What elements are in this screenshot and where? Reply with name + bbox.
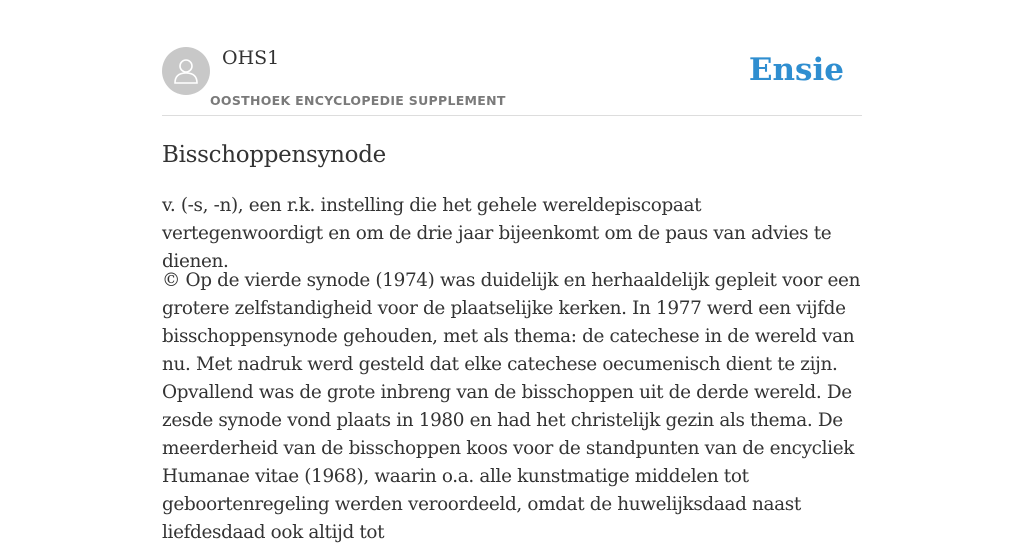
avatar[interactable] — [162, 47, 210, 95]
user-name[interactable]: OHS1 — [222, 47, 280, 69]
article-paragraph: © Op de vierde synode (1974) was duidelijk en herhaaldelijk gepleit voor een grotere zelfstandigheid voor de plaatselijke kerken. In 1977 werd een vijfde bisschoppensynode gehouden, met als thema: de catechese in de wereld van nu. Met nadruk werd gesteld dat elke catechese oecumenisch dient te zijn. Opvallend was de grote inbreng van de bisschoppen uit de derde wereld. De zesde synode vond plaats in 1980 en had het christelijk gezin als thema. De meerderheid van de bisschoppen koos voor de standpunten van de encycliek Humanae vitae (1968), waarin o.a. alle kunstmatige middelen tot geboortenregeling werden veroordeeld, omdat de huwelijksdaad naast liefdesdaad ook altijd tot — [162, 270, 861, 543]
article-paragraph: v. (-s, -n), een r.k. instelling die het gehele wereldepiscopaat vertegenwoordigt en om de drie jaar bijeenkomt om de paus van advies te dienen. — [162, 195, 832, 272]
page — [162, 0, 862, 543]
ensie-logo[interactable]: Ensie — [748, 52, 844, 88]
publication-name[interactable]: OOSTHOEK ENCYCLOPEDIE SUPPLEMENT — [210, 93, 506, 108]
header — [162, 0, 862, 116]
article-title: Bisschoppensynode — [162, 142, 386, 168]
user-icon — [171, 56, 201, 86]
